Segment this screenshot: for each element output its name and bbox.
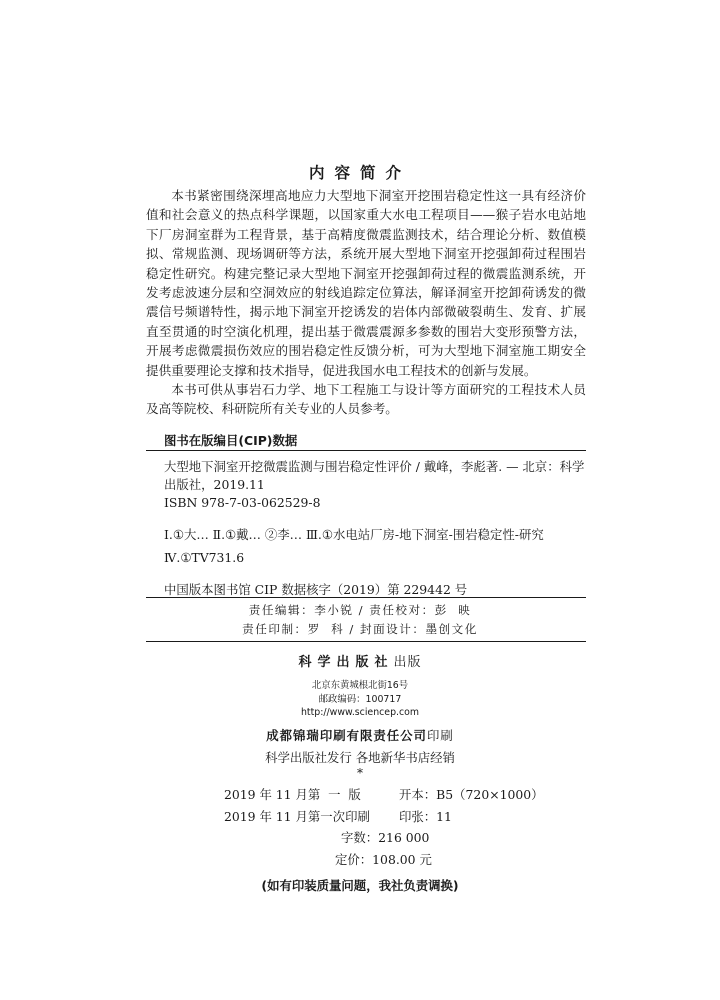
credits-printing-line: 责任印制：罗 科 / 封面设计：墨创文化 [242, 622, 478, 636]
spec-row-words [224, 827, 524, 849]
printer-line [0, 726, 720, 744]
cip-bottom-rule [146, 597, 586, 598]
printer-suffix: 印刷 [426, 727, 454, 743]
cip-description: 大型地下洞室开挖微震监测与围岩稳定性评价 / 戴峰，李彪著. — 北京：科学出版社，2019.11 [164, 459, 585, 493]
publisher-postcode: 邮政编码：100717 [318, 693, 402, 705]
printer-name: 成都锦瑞印刷有限责任公司 [266, 727, 427, 743]
spec-row-edition [224, 784, 544, 806]
publisher-address: 北京东黄城根北街16号 [311, 680, 409, 691]
cip-header: 图书在版编目(CIP)数据 [164, 433, 298, 448]
intro-paragraph-2: 本书可供从事岩石力学、地下工程施工与设计等方面研究的工程技术人员及高等院校、科研院所有关专业的人员参考。 [146, 382, 586, 417]
intro-body [146, 186, 586, 419]
publisher-name-text: 科学出版社 [298, 655, 394, 670]
edition-specs [224, 784, 544, 870]
intro-title: 内容简介 [308, 163, 411, 182]
cip-classification: Ⅰ.①大… Ⅱ.①戴… ②李… Ⅲ.①水电站厂房-地下洞室-围岩稳定性-研究 Ⅳ.①TV731.6 [164, 526, 544, 565]
cip-block [164, 458, 588, 599]
price: 定价：108.00 元 [335, 851, 432, 867]
publisher-website: http://www.sciencep.com [300, 707, 420, 718]
sheet-count: 印张：11 [399, 808, 452, 824]
credits-editor-line: 责任编辑：李小锐 / 责任校对：彭 映 [248, 603, 472, 617]
credits-rule [146, 641, 586, 642]
exchange-note: (如有印装质量问题，我社负责调换) [261, 878, 459, 893]
cip-verification: 中国版本图书馆 CIP 数据核字（2019）第 229442 号 [164, 581, 468, 597]
cip-top-rule [146, 450, 586, 451]
distribution-line: 科学出版社发行 各地新华书店经销 [265, 749, 455, 765]
edition-date: 2019 年 11 月第 一 版 [224, 787, 361, 802]
intro-paragraph-1: 本书紧密围绕深埋高地应力大型地下洞室开挖围岩稳定性这一具有经济价值和社会意义的热点科学课题，以国家重大水电工程项目——猴子岩水电站地下厂房洞室群为工程背景，基于高精度微震监测技术，结合理论分析、数值模拟、常规监测、现场调研等方法，系统开展大型地下洞室开挖强卸荷过程围岩稳定性研究。构建完整记录大型地下洞室开挖强卸荷过程的微震监测系统，开发考虑波速分层和空洞效应的射线追踪定位算法，解译洞室开挖卸荷诱发的微震信号频谱特性，揭示地下洞室开挖诱发的岩体内部微破裂萌生、发育、扩展直至贯通的时空演化机理，提出基于微震震源多参数的围岩大变形预警方法，开展考虑微震损伤效应的围岩稳定性反馈分析，可为大型地下洞室施工期安全提供重要理论支撑和技术指导，促进我国水电工程技术的创新与发展。 [146, 188, 586, 378]
spec-row-printing [224, 806, 524, 828]
word-count: 字数：216 000 [341, 830, 430, 845]
publisher-name [0, 651, 720, 670]
cip-isbn: ISBN 978-7-03-062529-8 [164, 495, 321, 511]
publisher-name-suffix: 出版 [393, 655, 422, 670]
format-size: 开本：B5（720×1000） [399, 787, 544, 802]
credits [0, 601, 720, 639]
spec-row-price [224, 849, 524, 871]
printing-date: 2019 年 11 月第一次印刷 [224, 808, 370, 824]
separator-asterisk: * [357, 765, 363, 780]
publisher-block [0, 651, 720, 780]
